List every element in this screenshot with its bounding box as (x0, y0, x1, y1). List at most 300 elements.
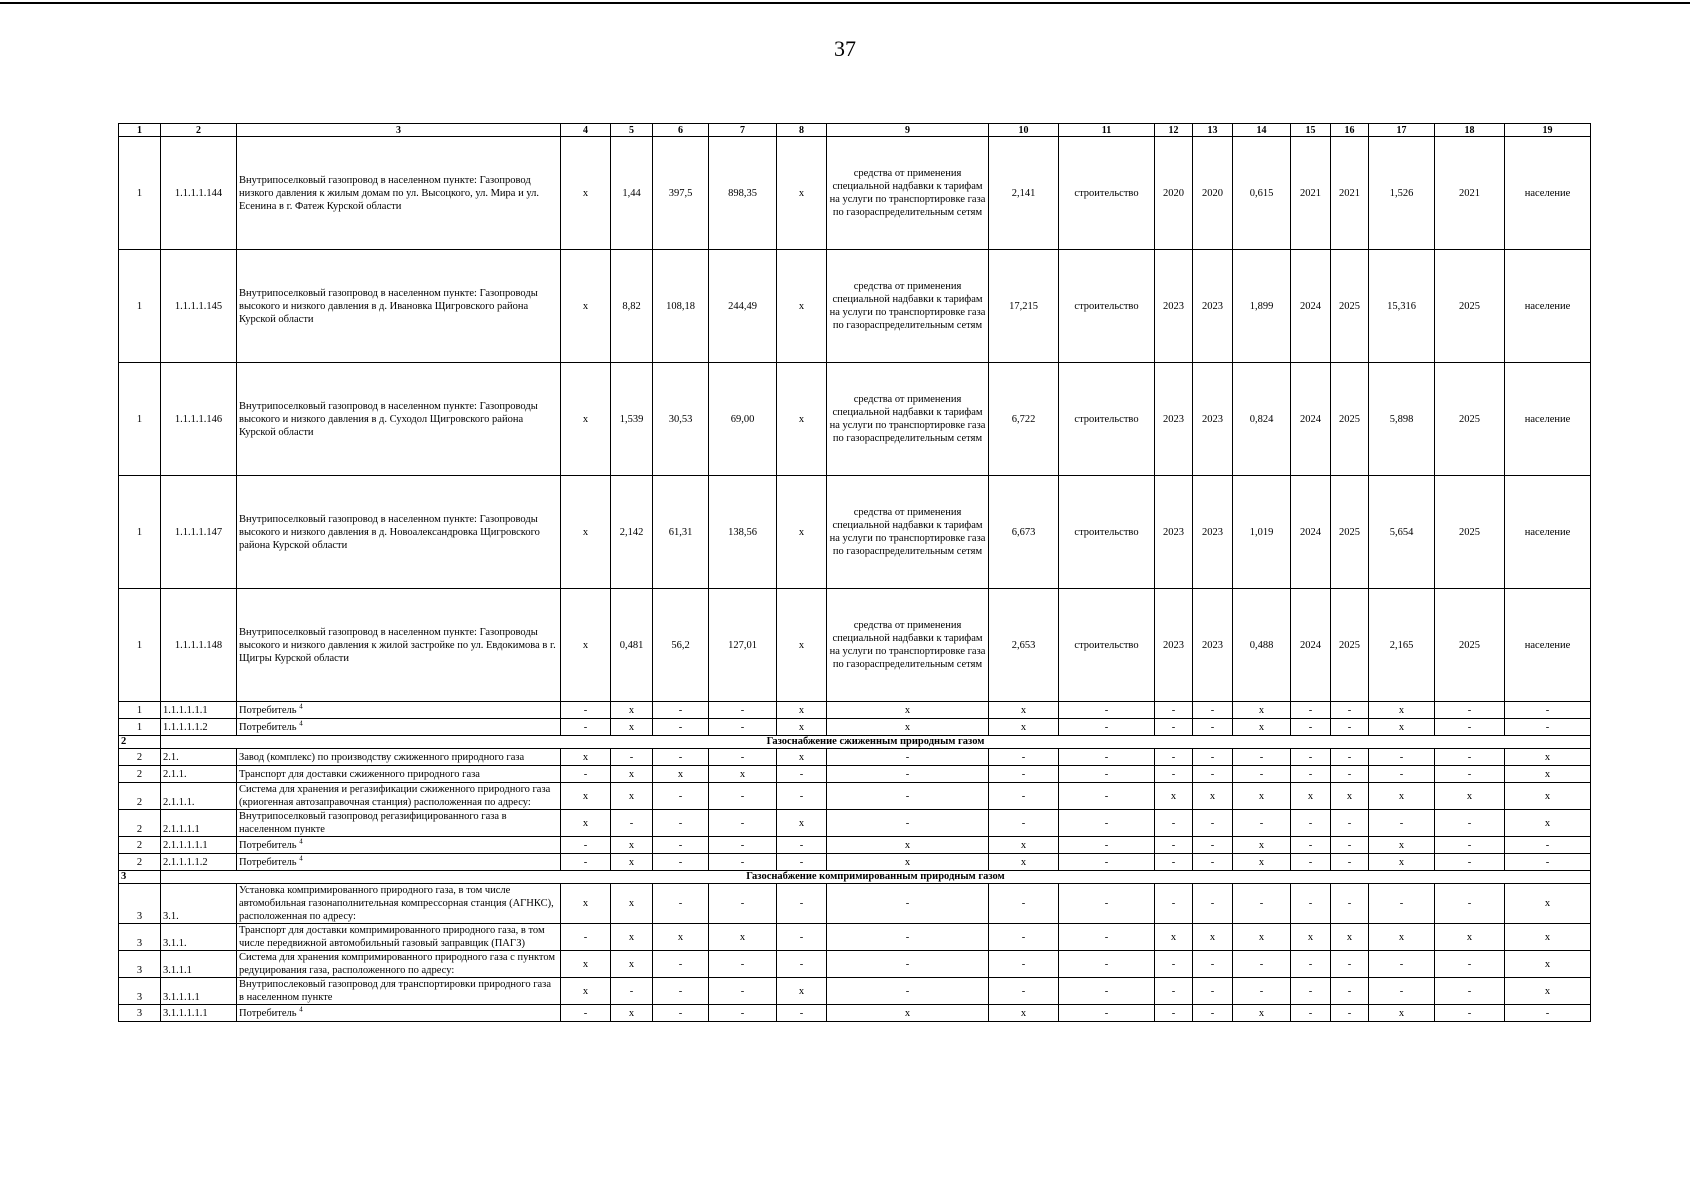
table-cell: - (561, 924, 611, 951)
column-number: 14 (1233, 124, 1291, 137)
table-cell: x (1369, 702, 1435, 719)
table-cell: - (653, 702, 709, 719)
table-cell: - (1435, 702, 1505, 719)
table-cell: - (989, 924, 1059, 951)
table-cell: - (709, 749, 777, 766)
table-cell: - (1331, 810, 1369, 837)
table-cell: x (989, 719, 1059, 736)
table-cell: - (1155, 749, 1193, 766)
table-cell: - (1505, 837, 1591, 854)
table-cell: - (709, 978, 777, 1005)
table-cell: - (561, 702, 611, 719)
table-cell: - (777, 1005, 827, 1022)
table-cell: x (1369, 719, 1435, 736)
object-description: Внутрипоселковый газопровод в населенном пункте: Газопроводы высокого и низкого давления в д. Суходол Щигровского района Курской области (237, 363, 561, 476)
table-row (119, 749, 1591, 766)
table-cell: x (1193, 924, 1233, 951)
table-cell: 2025 (1435, 363, 1505, 476)
footnote-marker: 4 (299, 1005, 303, 1013)
table-cell: - (1193, 749, 1233, 766)
column-number: 1 (119, 124, 161, 137)
funding-source: средства от применения специальной надбавки к тарифам на услуги по транспортировке газа по газораспределительным сетям (827, 363, 989, 476)
table-cell: - (827, 924, 989, 951)
table-cell: x (827, 702, 989, 719)
column-number: 9 (827, 124, 989, 137)
table-cell: 108,18 (653, 250, 709, 363)
table-cell: x (653, 924, 709, 951)
table-cell: x (653, 766, 709, 783)
table-cell: - (989, 766, 1059, 783)
table-cell: x (989, 1005, 1059, 1022)
table-cell: 2023 (1155, 250, 1193, 363)
table-cell: x (1233, 702, 1291, 719)
object-code: 3.1.1. (161, 924, 237, 951)
table-cell: - (561, 1005, 611, 1022)
table-cell: население (1505, 250, 1591, 363)
description-text: Система для хранения компримированного природного газа с пунктом редуцирования газа, расположенного по адресу: (239, 952, 556, 976)
column-number: 6 (653, 124, 709, 137)
table-cell: - (1291, 854, 1331, 871)
table-cell: 2 (119, 810, 161, 837)
table-cell: - (1155, 1005, 1193, 1022)
table-cell: - (1369, 978, 1435, 1005)
object-description: Внутрипоселковый газопровод в населенном пункте: Газопроводы высокого и низкого давления в д. Новоалександровка Щигровского района Курской области (237, 476, 561, 589)
table-cell: 1 (119, 250, 161, 363)
table-cell: - (1369, 951, 1435, 978)
object-code: 3.1.1.1.1.1 (161, 1005, 237, 1022)
object-description (237, 978, 561, 1005)
table-cell: 0,615 (1233, 137, 1291, 250)
table-cell: 1 (119, 702, 161, 719)
object-description (237, 783, 561, 810)
table-cell: - (1059, 854, 1155, 871)
table-cell: - (777, 766, 827, 783)
column-number: 13 (1193, 124, 1233, 137)
table-cell: x (1233, 719, 1291, 736)
table-cell: x (1155, 783, 1193, 810)
column-number: 8 (777, 124, 827, 137)
table-cell: - (653, 1005, 709, 1022)
table-cell: - (1193, 854, 1233, 871)
table-cell: - (709, 810, 777, 837)
table-cell: - (1435, 884, 1505, 924)
object-code: 2.1.1.1. (161, 783, 237, 810)
table-cell: - (989, 951, 1059, 978)
table-cell: - (653, 749, 709, 766)
column-number: 18 (1435, 124, 1505, 137)
table-cell: - (561, 766, 611, 783)
table-body (119, 124, 1591, 1022)
description-text: Потребитель (239, 856, 297, 868)
table-cell: 2 (119, 783, 161, 810)
table-cell: - (1233, 951, 1291, 978)
object-description (237, 884, 561, 924)
table-cell: x (561, 589, 611, 702)
table-cell: - (611, 978, 653, 1005)
table-cell: - (1155, 978, 1193, 1005)
table-cell: - (653, 783, 709, 810)
table-cell: x (827, 719, 989, 736)
table-cell: - (1155, 810, 1193, 837)
table-cell: 1,899 (1233, 250, 1291, 363)
description-text: Внутрипослековый газопровод для транспортировки природного газа в населенном пункте (239, 979, 551, 1003)
table-cell: - (1059, 1005, 1155, 1022)
table-cell: - (1291, 702, 1331, 719)
table-cell: - (653, 854, 709, 871)
table-row (119, 137, 1591, 250)
table-cell: 1,019 (1233, 476, 1291, 589)
table-cell: 6,722 (989, 363, 1059, 476)
table-cell: x (561, 978, 611, 1005)
table-cell: - (653, 837, 709, 854)
table-row (119, 589, 1591, 702)
table-cell: - (1059, 749, 1155, 766)
table-cell: 2025 (1435, 250, 1505, 363)
table-cell: - (1059, 978, 1155, 1005)
table-cell: - (1233, 749, 1291, 766)
table-cell: x (1505, 978, 1591, 1005)
table-cell: 30,53 (653, 363, 709, 476)
table-cell: - (1435, 978, 1505, 1005)
table-cell: - (1331, 702, 1369, 719)
funding-source: средства от применения специальной надбавки к тарифам на услуги по транспортировке газа по газораспределительным сетям (827, 476, 989, 589)
table-cell: x (1233, 783, 1291, 810)
table-cell: x (709, 924, 777, 951)
footnote-marker: 4 (299, 837, 303, 845)
table-cell: - (777, 924, 827, 951)
table-cell: - (561, 837, 611, 854)
description-text: Потребитель (239, 704, 297, 716)
table-cell: 0,488 (1233, 589, 1291, 702)
table-cell: 15,316 (1369, 250, 1435, 363)
object-code: 2.1.1.1.1.2 (161, 854, 237, 871)
table-cell: - (1059, 924, 1155, 951)
table-cell: - (1435, 837, 1505, 854)
table-cell: - (1291, 766, 1331, 783)
table-cell: 2024 (1291, 589, 1331, 702)
table-cell: - (1059, 837, 1155, 854)
footnote-marker: 4 (299, 719, 303, 727)
column-number: 16 (1331, 124, 1369, 137)
section-row (119, 736, 1591, 749)
table-cell: x (1291, 783, 1331, 810)
table-cell: - (1435, 719, 1505, 736)
table-cell: x (989, 702, 1059, 719)
table-cell: x (1435, 783, 1505, 810)
section-row (119, 871, 1591, 884)
description-text: Потребитель (239, 1007, 297, 1019)
table-cell: 61,31 (653, 476, 709, 589)
table-cell: 2023 (1193, 363, 1233, 476)
table-cell: - (1059, 951, 1155, 978)
table-row (119, 702, 1591, 719)
table-cell: x (777, 749, 827, 766)
object-description (237, 719, 561, 736)
table-cell: - (777, 854, 827, 871)
table-cell: 69,00 (709, 363, 777, 476)
description-text: Транспорт для доставки компримированного природного газа, в том числе передвижной автомобильный газовый заправщик (ПАГЗ) (239, 925, 545, 949)
table-cell: - (1059, 702, 1155, 719)
object-code: 2.1. (161, 749, 237, 766)
table-cell: - (1291, 810, 1331, 837)
column-number: 15 (1291, 124, 1331, 137)
table-cell: - (1331, 884, 1369, 924)
object-code: 2.1.1.1.1.1 (161, 837, 237, 854)
table-cell: - (1505, 702, 1591, 719)
table-cell: 2021 (1291, 137, 1331, 250)
table-cell: 3 (119, 1005, 161, 1022)
table-cell: 5,654 (1369, 476, 1435, 589)
table-cell: - (709, 854, 777, 871)
table-cell: 2021 (1435, 137, 1505, 250)
table-cell: 3 (119, 978, 161, 1005)
funding-source: средства от применения специальной надбавки к тарифам на услуги по транспортировке газа по газораспределительным сетям (827, 137, 989, 250)
object-code: 1.1.1.1.1.1 (161, 702, 237, 719)
table-cell: строительство (1059, 589, 1155, 702)
table-cell: - (653, 951, 709, 978)
table-cell: - (777, 783, 827, 810)
table-cell: x (827, 1005, 989, 1022)
table-cell: x (777, 137, 827, 250)
table-cell: - (1291, 837, 1331, 854)
table-cell: - (653, 978, 709, 1005)
table-cell: 2024 (1291, 250, 1331, 363)
table-cell: - (827, 951, 989, 978)
table-cell: - (1331, 978, 1369, 1005)
table-cell: - (1059, 719, 1155, 736)
table-cell: - (1369, 810, 1435, 837)
footnote-marker: 4 (299, 702, 303, 710)
table-cell: 1 (119, 719, 161, 736)
column-number: 7 (709, 124, 777, 137)
column-number: 10 (989, 124, 1059, 137)
table-cell: 2 (119, 749, 161, 766)
table-cell: - (1331, 749, 1369, 766)
object-code: 3.1.1.1 (161, 951, 237, 978)
page-number: 37 (834, 36, 856, 61)
table-cell: - (1155, 766, 1193, 783)
object-code: 2.1.1.1.1 (161, 810, 237, 837)
table-cell: - (1155, 884, 1193, 924)
table-cell: 2,653 (989, 589, 1059, 702)
table-cell: x (611, 837, 653, 854)
table-cell: 1 (119, 476, 161, 589)
object-code: 1.1.1.1.147 (161, 476, 237, 589)
table-cell: - (1233, 766, 1291, 783)
table-cell: - (1193, 837, 1233, 854)
table-cell: - (611, 810, 653, 837)
table-cell: - (1291, 978, 1331, 1005)
table-cell: 2023 (1193, 589, 1233, 702)
table-cell: 1,44 (611, 137, 653, 250)
table-cell: - (1505, 854, 1591, 871)
table-cell: строительство (1059, 476, 1155, 589)
table-cell: x (989, 854, 1059, 871)
object-description (237, 854, 561, 871)
table-cell: 2025 (1435, 476, 1505, 589)
table-cell: 2023 (1193, 250, 1233, 363)
table-row (119, 884, 1591, 924)
table-cell: x (777, 810, 827, 837)
table-cell: 2021 (1331, 137, 1369, 250)
object-description (237, 766, 561, 783)
table-cell: - (1059, 810, 1155, 837)
table-cell: - (653, 884, 709, 924)
table-cell: - (827, 978, 989, 1005)
object-code: 1.1.1.1.145 (161, 250, 237, 363)
object-code: 1.1.1.1.1.2 (161, 719, 237, 736)
table-cell: 2023 (1193, 476, 1233, 589)
funding-source: средства от применения специальной надбавки к тарифам на услуги по транспортировке газа по газораспределительным сетям (827, 589, 989, 702)
table-cell: 2024 (1291, 476, 1331, 589)
footnote-marker: 4 (299, 854, 303, 862)
table-cell: - (1233, 810, 1291, 837)
table-cell: x (1505, 810, 1591, 837)
description-text: Установка компримированного природного газа, в том числе автомобильная газонаполнительная компрессорная станция (АГНКС), расположенная по адресу: (239, 885, 554, 922)
column-number: 19 (1505, 124, 1591, 137)
table-cell: - (1059, 766, 1155, 783)
table-cell: x (1369, 924, 1435, 951)
table-cell: - (1331, 1005, 1369, 1022)
table-cell: 8,82 (611, 250, 653, 363)
table-row (119, 476, 1591, 589)
table-cell: - (1505, 1005, 1591, 1022)
table-cell: - (1369, 749, 1435, 766)
table-cell: - (709, 837, 777, 854)
table-cell: - (1291, 951, 1331, 978)
table-cell: 2023 (1155, 476, 1193, 589)
table-cell: население (1505, 589, 1591, 702)
table-cell: - (709, 719, 777, 736)
table-cell: - (653, 719, 709, 736)
table-cell: x (611, 702, 653, 719)
table-cell: 1,526 (1369, 137, 1435, 250)
table-cell: - (1331, 854, 1369, 871)
table-cell: x (777, 978, 827, 1005)
table-cell: - (1155, 702, 1193, 719)
table-row (119, 783, 1591, 810)
table-row (119, 1005, 1591, 1022)
table-cell: 2,142 (611, 476, 653, 589)
table-cell: - (611, 749, 653, 766)
top-border-line (0, 2, 1690, 4)
table-cell: x (1331, 924, 1369, 951)
table-cell: население (1505, 363, 1591, 476)
table-row (119, 837, 1591, 854)
description-text: Система для хранения и регазификации сжиженного природного газа (криогенная автозаправочная станция) расположенная по адресу: (239, 784, 551, 808)
table-cell: x (611, 951, 653, 978)
table-cell: 2 (119, 766, 161, 783)
table-cell: x (777, 476, 827, 589)
table-cell: 1 (119, 589, 161, 702)
table-cell: x (1193, 783, 1233, 810)
table-cell: x (777, 363, 827, 476)
table-cell: - (1155, 854, 1193, 871)
table-cell: - (1193, 810, 1233, 837)
table-row (119, 363, 1591, 476)
table-cell: x (1435, 924, 1505, 951)
table-cell: - (1435, 951, 1505, 978)
table-cell: - (561, 719, 611, 736)
table-cell: 1,539 (611, 363, 653, 476)
table-cell: x (561, 783, 611, 810)
table-cell: - (989, 810, 1059, 837)
table-cell: - (827, 749, 989, 766)
section-number: 2 (119, 736, 161, 749)
object-description (237, 810, 561, 837)
table-cell: 1 (119, 363, 161, 476)
object-code: 1.1.1.1.148 (161, 589, 237, 702)
table-cell: x (561, 951, 611, 978)
table-cell: - (1331, 951, 1369, 978)
table-cell: x (611, 766, 653, 783)
table-cell: x (777, 589, 827, 702)
table-row (119, 924, 1591, 951)
table-cell: x (1331, 783, 1369, 810)
description-text: Завод (комплекс) по производству сжиженного природного газа (239, 751, 525, 763)
table-cell: 6,673 (989, 476, 1059, 589)
table-cell: 3 (119, 951, 161, 978)
table-cell: x (561, 250, 611, 363)
column-number: 12 (1155, 124, 1193, 137)
table-cell: - (989, 783, 1059, 810)
description-text: Внутрипоселковый газопровод регазифицированного газа в населенном пункте (239, 811, 507, 835)
table-cell: 0,481 (611, 589, 653, 702)
table-cell: 17,215 (989, 250, 1059, 363)
table-cell: x (777, 719, 827, 736)
investment-table (118, 123, 1591, 1022)
table-cell: 138,56 (709, 476, 777, 589)
table-cell: x (1233, 1005, 1291, 1022)
table-cell: - (1435, 766, 1505, 783)
table-cell: x (709, 766, 777, 783)
table-cell: x (561, 137, 611, 250)
table-cell: население (1505, 137, 1591, 250)
table-cell: - (1155, 719, 1193, 736)
column-number: 5 (611, 124, 653, 137)
column-number: 4 (561, 124, 611, 137)
table-cell: 3 (119, 924, 161, 951)
table-row (119, 854, 1591, 871)
table-cell: - (989, 978, 1059, 1005)
table-row (119, 250, 1591, 363)
table-cell: - (827, 810, 989, 837)
table-cell: - (1193, 951, 1233, 978)
table-cell: - (777, 884, 827, 924)
table-cell: - (1331, 837, 1369, 854)
table-cell: 2023 (1155, 589, 1193, 702)
table-cell: x (777, 702, 827, 719)
table-cell: - (1059, 783, 1155, 810)
table-cell: 2025 (1331, 363, 1369, 476)
table-cell: x (777, 250, 827, 363)
description-text: Потребитель (239, 839, 297, 851)
table-cell: x (1369, 837, 1435, 854)
object-description (237, 951, 561, 978)
table-row (119, 810, 1591, 837)
table-row (119, 978, 1591, 1005)
table-cell: - (709, 1005, 777, 1022)
table-cell: 2 (119, 837, 161, 854)
table-cell: x (611, 924, 653, 951)
table-cell: x (1369, 854, 1435, 871)
table-cell: x (1505, 884, 1591, 924)
table-cell: x (989, 837, 1059, 854)
table-cell: 2 (119, 854, 161, 871)
object-code: 2.1.1. (161, 766, 237, 783)
column-number: 17 (1369, 124, 1435, 137)
object-description (237, 1005, 561, 1022)
